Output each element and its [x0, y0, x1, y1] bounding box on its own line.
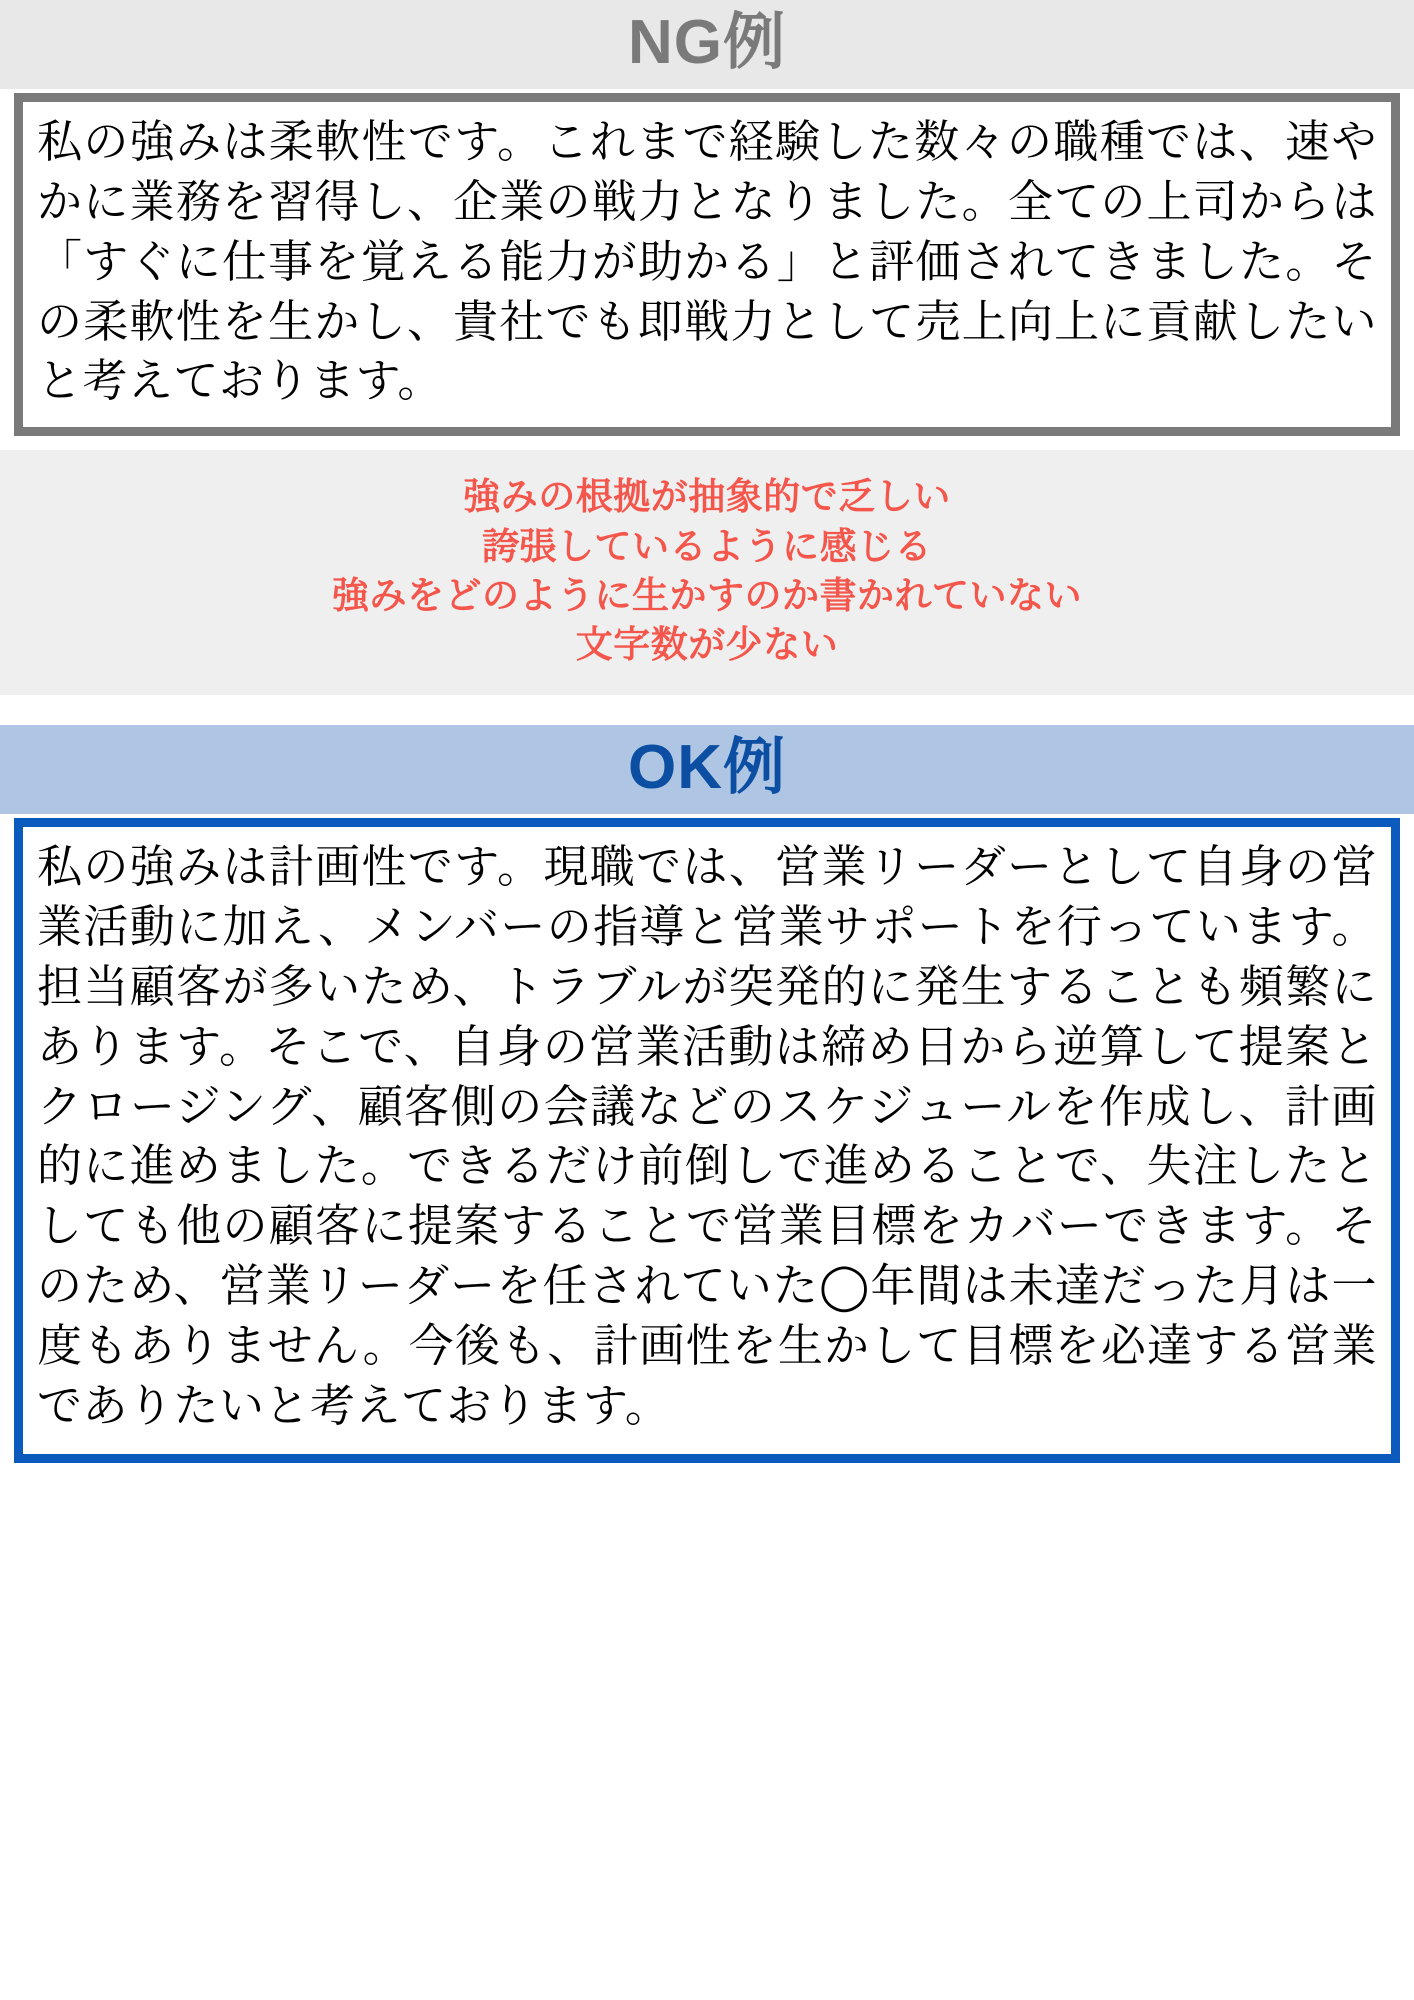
critique-band [0, 450, 1414, 695]
ng-header-label: NG例 [627, 8, 786, 77]
ok-header-label: OK例 [627, 733, 786, 803]
ng-example-box [14, 93, 1400, 436]
critique-line-4: 文字数が少ない [575, 623, 839, 665]
ok-example-text: 私の強みは計画性です。現職では、営業リーダーとして自身の営業活動に加え、メンバーの指導と営業サポートを行っています。担当顧客が多いため、トラブルが突発的に発生することも頻繁にあります。そこで、自身の営業活動は締め日から逆算して提案とクロージング、顧客側の会議などのスケジュールを作成し、計画的に進めました。できるだけ前倒しで進めることで、失注したとしても他の顧客に提案することで営業目標をカバーできます。そのため、営業リーダーを任されていた◯年間は未達だった月は一度もありません。今後も、計画性を生かして目標を必達する営業でありたいと考えております。 [37, 841, 1377, 1431]
ng-section-header [0, 0, 1414, 89]
ok-section-header [0, 725, 1414, 814]
ok-example-box [14, 818, 1400, 1462]
ng-example-text: 私の強みは柔軟性です。これまで経験した数々の職種では、速やかに業務を習得し、企業の戦力となりました。全ての上司からは「すぐに仕事を覚える能力が助かる」と評価されてきました。その柔軟性を生かし、貴社でも即戦力として売上向上に貢献したいと考えております。 [37, 116, 1377, 407]
critique-line-1: 強みの根拠が抽象的で乏しい [463, 476, 951, 518]
critique-line-3: 強みをどのように生かすのか書かれていない [332, 574, 1082, 616]
critique-line-2: 誇張しているように感じる [482, 525, 932, 567]
